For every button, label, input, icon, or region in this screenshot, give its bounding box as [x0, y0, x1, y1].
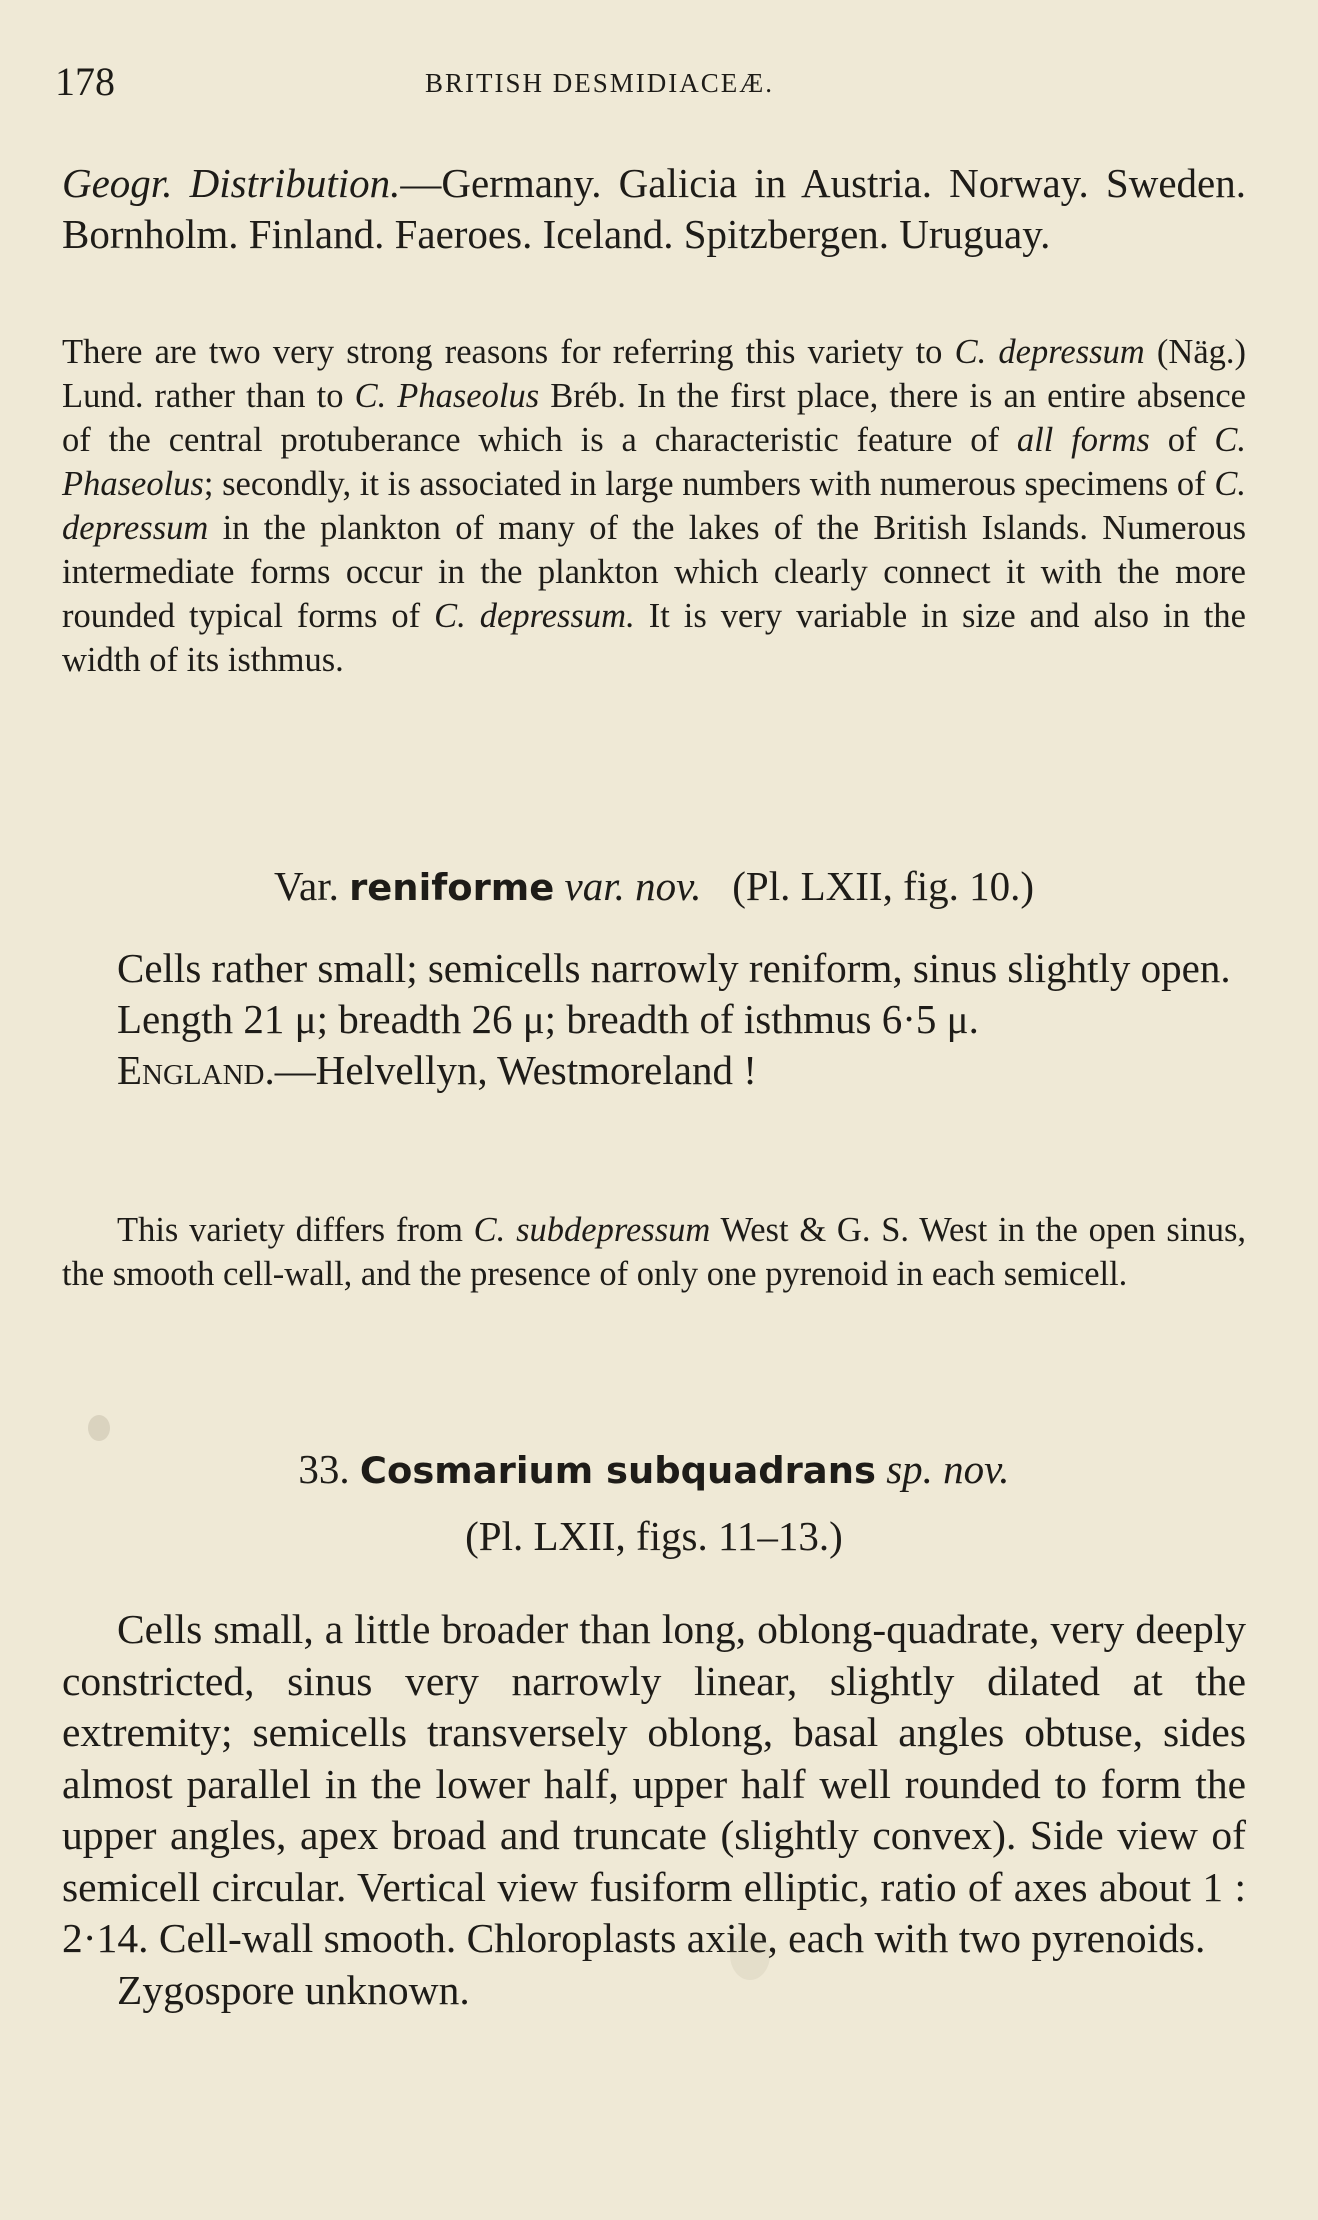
note-text: It is very variable in size and also in the width of its isthmus. — [62, 597, 1246, 679]
variety-name: reniforme — [349, 866, 555, 909]
page-header — [55, 58, 1248, 108]
note-italic: C. Phaseolus — [354, 377, 540, 415]
variety-note-paragraph — [62, 330, 1246, 682]
note-text: Bréb. In the first place, there is an entire absence of the central protuberance which is a characteristic feature of — [62, 377, 1246, 459]
note-italic: C. Phaseolus — [62, 421, 1246, 503]
page-number: 178 — [55, 59, 115, 104]
species-plate-ref: (Pl. LXII, figs. 11–13.) — [465, 1513, 843, 1559]
note-text: of — [1149, 421, 1215, 459]
variety-status: var. nov. — [554, 863, 702, 909]
note-italic: C. depressum — [954, 333, 1145, 371]
note-text: There are two very strong reasons for referring this variety to — [62, 333, 955, 371]
variety-prefix: Var. — [273, 863, 350, 909]
locality-country: England. — [117, 1047, 275, 1093]
zygospore-note: Zygospore unknown. — [117, 1966, 470, 2013]
species-heading — [62, 1445, 1246, 1493]
species-name: Cosmarium subquadrans — [359, 1449, 876, 1492]
paper-blemish — [730, 1930, 770, 1980]
variety-plate-ref: (Pl. LXII, fig. 10.) — [701, 863, 1035, 909]
note-italic: C. depressum. — [434, 597, 635, 635]
variety-heading — [62, 862, 1246, 910]
paper-blemish — [88, 1415, 110, 1441]
running-title: BRITISH DESMIDIACEÆ. — [425, 68, 775, 98]
geo-label: Geogr. Distribution. — [62, 160, 401, 206]
note-italic: C. depressum — [62, 465, 1246, 547]
variety-description: Cells rather small; semicells narrowly reniform, sinus slightly open. — [117, 945, 1231, 991]
geo-text: —Germany. Galicia in Austria. Norway. Sweden. Bornholm. Finland. Faeroes. Iceland. Spitzbergen. Uruguay. — [62, 160, 1246, 257]
species-number: 33. — [298, 1446, 360, 1492]
variety-description-block — [62, 943, 1246, 1096]
species-description: Cells small, a little broader than long, oblong-quadrate, very deeply constricted, sinus very narrowly linear, slightly dilated at the extremity; semicells transversely oblong, basal angles obtuse, sides almost parallel in the lower half, upper half well rounded to form the upper angles, apex broad and truncate (slightly convex). Side view of semicell circular. Vertical view fusiform elliptic, ratio of axes about 1 : 2·14. Cell-wall smooth. Chloroplasts axile, each with two pyrenoids. — [62, 1606, 1246, 1961]
variety-comparison-note — [62, 1208, 1246, 1296]
geographic-distribution — [62, 158, 1246, 260]
locality-text: —Helvellyn, Westmoreland ! — [274, 1047, 757, 1093]
note-italic: C. subdepressum — [473, 1211, 711, 1249]
note-text: This variety differs from — [117, 1211, 474, 1249]
note-text: West & G. S. West in the open sinus, the smooth cell-wall, and the presence of only one pyrenoid in each semicell. — [62, 1211, 1246, 1293]
species-description-block — [62, 1604, 1246, 2016]
note-text: (Näg.) Lund. rather than to — [62, 333, 1246, 415]
variety-measurements: Length 21 μ; breadth 26 μ; breadth of isthmus 6·5 μ. — [117, 996, 979, 1042]
variety-locality — [62, 1045, 1246, 1096]
note-text: ; secondly, it is associated in large numbers with numerous specimens of — [203, 465, 1215, 503]
note-text: in the plankton of many of the lakes of the British Islands. Numerous intermediate forms occur in the plankton which clearly connect it with the more rounded typical forms of — [62, 509, 1246, 635]
species-status: sp. nov. — [875, 1446, 1010, 1492]
note-italic: all forms — [1016, 421, 1150, 459]
